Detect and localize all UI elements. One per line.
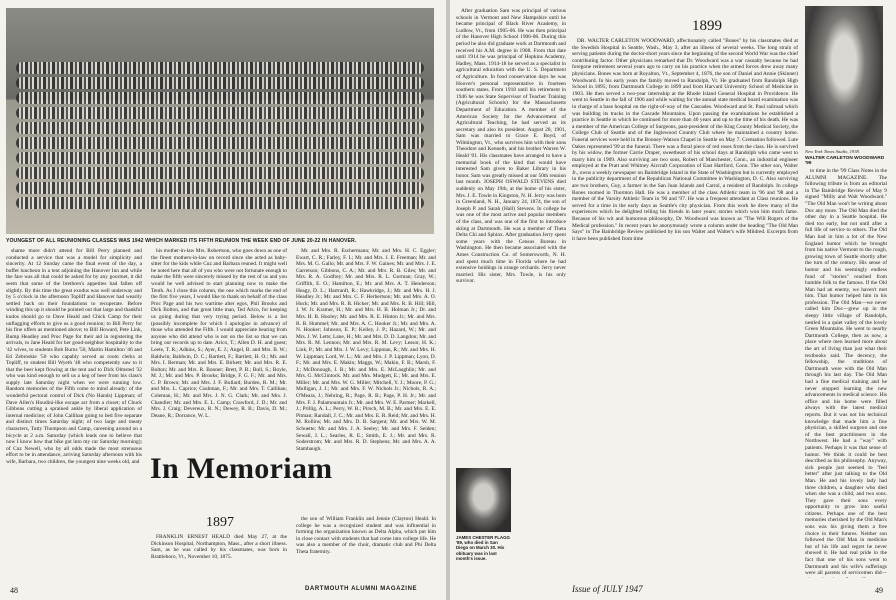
portrait-caption-woodward: WALTER CARLETON WOODWARD '99 [805,156,885,166]
column-1-text: After graduation Sam was principal of various schools in Vermont and New Hampshire until he became principal of Black River Academy, in Ludlow, Vt., from 1905-06. He was then principal of the Hanover High School 1906-08. During this period he also did graduate work at Dartmouth and received his A.M. degree in 1908. From that date until 1914 he was principal of Hopkins Academy, Hadley, Mass. 1914-18 he served as a specialist in agricultural education with the U. S. Department of Agriculture. In food conservation days he was Hoover's personal representative in fourteen southern states. From 1918 until his retirement in 1946 he was State Supervisor of Teacher Training (Agricultural Schools) for the Massachusetts Department of Education. A member of the American Society for the Advancement of Agricultural Teaching, he had served as its secretary and also its president. August 28, 1901, Sam was married to Grace E. Boyd, of Wilmington, Vt., who survives him with their sons Theodore and Kenneth, and his brother Warren W. Heald '01. His classmates have arranged to have a memorial book of the kind that would have interested Sam given to Baker Library in his honor. Sam was greatly missed at our 50th reunion last month. JOSEPH OSWALD STEVENS died suddenly on May 19th, at the home of his sister, Mrs. J. E. Towle in Kingston, N. H. Jerry was born in Greenland, N. H., January 24, 1874, the son of Joseph P. and Sarah (Hall) Stevens. In college he was one of the most active and popular members of the class, and was one of the first to introduce skiing at Dartmouth. He was a member of Theta Delta Chi and Sphinx. After graduation Jerry spent some years with the Census Bureau in Washington. He then became associated with the Ames Construction Co. of Somersworth, N. H. and spent much time in Florida where he had extensive holdings in orange orchards. Jerry never married. His sister, Mrs. Towle, is his only survivor. [456,8,566,285]
issue-date: Issue of JULY 1947 [572,584,643,594]
portrait-james-flagg [456,468,511,532]
column-2-text: his mother-in-law Mrs. Robertson, who goes down as one of the finest mothers-in-law on record since she acted as baby-sitter for the kids while Cuz and Barbara reuned. It might well be noted here that all of you who were not fortunate enough to make the fifth were sincerely missed by the rest of us and you would be well advised to start planning now to make the Tenth. As I close this column, the one which marks the end of the first five years, I would like to thank on behalf of the class Proc Page and his two wartime alter egos, Phil Brooks and Dick Bolton, and that great little man, Ted Arico, for keeping us going during that very trying period. Below is a list (possibly incomplete for which I apologize in advance) of those who attended the Fifth. I would appreciate hearing from anyone who did attend who is not on the list so that we can bring our records up to date. Arico, T.; Allen D. H. and guest; Leete, T. R.; Adkins, S.; Ayer, E. J.; Angel, B. and Mrs. B. W.; Baldwin; Baldwin, D. C.; Bartlett, F.; Bartlett, H. O.; Mr. and Mrs. I. Berman; Mr. and Mrs. E. Birkett; Mr. and Mrs. R. E. Bolton; Mr. and Mrs. R. Bonner; Brett, P. B.; Bull, S.; Boyle, M. J.; Mr. and Mrs. P. Brooks; Bridge, F. G. F.; Mr. and Mrs. C. P. Brown; Mr. and Mrs. J. F. Bullard; Burden, R. M.; Mr. and Mrs. L. Caprice; Cushman, F.; Mr. and Mrs. T. Callihan; Coleman, H.; Mr. and Mrs. J. N. G. Clark; Mr. and Mrs. J. Chandler; Mr. and Mrs. E. L. Camp; Crawford, J. D.; Mr. and Mrs. J. Craig; Devereux, R. N.; Dewey, R. B.; Davis, D. M.; Deane, R.; Dorrance, W. L. [151,248,287,419]
photo-crowd [16,62,424,212]
magazine-name: DARTMOUTH ALUMNI MAGAZINE [305,586,418,592]
column-3-text: to time in the '99 Class Notes in the ALUMNI MAGAZINE. The following tribute is from an editorial in The Bainbridge Review of May 9 signed "Milly and Walt Woodward." "The Old Man won't be writing about Doc any more. The Old Man died the other day in a Seattle hospital. He died too early, but not until after a full life of service to others. The Old Man had in him a lot of the New England humor which he brought from his native Vermont to the rough, growing town of Seattle shortly after the turn of the century. His sense of humor and his seemingly endless fund of "stories" reached from humble folk to the famous. If the Old Man had an enemy, we haven't met him. That humor helped him in his profession. The Old Man—we never called him Doc—grew up in the sleepy little village of Randolph, nestled in a quiet valley of the lovely Green Mountains. He went to nearby Dartmouth College, then as now, a place where men learned more about the art of living than just what their textbooks said. The decency, the fellowship, the traditions of Dartmouth were with the Old Man through his last day. The Old Man had a fine medical training and he never stopped learning the new advancements in medical science. His office and his home were filled always with the latest medical reports. But it was not his technical knowledge that made him a fine physician, a skilled surgeon and one of the best practitioners in the Northwest. He had a "way" with patients. Perhaps it was that sense of humor. We think it could be best described as his philosophy. Anyway, sick people just seemed to "feel better" after just talking to the Old Man. He and his lovely lady had three children, a daughter who died when she was a child, and two sons. They gave their sons every opportunity to grow into useful citizens. Perhaps one of the best memories cherished by the Old Man's sons was his giving them a free choice in their futures. Neither son followed the Old Man in medicine but of his life and regret he never showed it. He had real pride in the fact that one of his sons went to Dartmouth and his wife's sufferings were all parents of servicemen did— [805,168,887,577]
column-2 [572,38,798,578]
left-page [0,0,446,600]
column-1 [6,248,142,582]
class-year-1897: 1897 [206,515,234,530]
portrait-walter-woodward [805,6,883,146]
page-number-left: 48 [10,586,18,595]
obituary-heald-text: FRANKLIN ERNEST HEALD died May 27, at the Dickinson Hospital, Northampton, Mass., after a short illness. Sam, as he was called by his classmates, was born in Brattleboro, Vt., November 10, 1875. [151,534,287,560]
obituary-heald-start [151,534,287,580]
class-year-1899: 1899 [692,18,722,34]
photo-credit: New York Times Studio, 1938. [805,149,860,154]
column-3-text: Mr. and Mrs. R. Eschermann; Mr. and Mrs. H. C. Eggler; Ewart, C. R.; Farley, F. I.; Mr. and Mrs. J. E. Freeman; Mr. and Mrs. M. G. Gallo; Mr. and Mrs. F. W. Gaines; Mr. and Mrs. J. E. Garretson; Gibbons, C. A.; Mr. and Mrs. R. B. Giles; Mr. and Mrs. R. A. Godfrey; Mr. and Mrs. R. L. Gorman; Gray, W.; Griffith, E. O.; Hamilton, E.; Mr. and Mrs. A. T. Henderson; Heagy, D. L.; Hartranft, R.; Hawkridge, J.; Mr. and Mrs. H. J. Headley Jr.; Mr. and Mrs. C. F. Herbertson; Mr. and Mrs. A. O. Huck; Mr. and Mrs. R. B. Hicker; Mr. and Mrs. R. B. Hill; Hill, J. W. Jr. Kramer, H.; Mr. and Mrs. H. B. Holman Jr.; Dr. and Mrs. H. B. Hooley; Mr. and Mrs. R. E. Hinton Jr.; Mr. and Mrs. R. B. Hummel; Mr. and Mrs. A. C. Hooker Jr.; Mr. and Mrs. A. N. Hooker; Johnson, E. P.; Kelley, J. P.; Hazard, W.; Mr. and Mrs. J. W. Letts; Lane, H.; Mr. and Mrs. D. D. Langdon; Mr. and Mrs. R. M. Lennon; Mr. and Mrs. R. M. Levy; Lessor, H. K.; Link, P.; Mr. and Mrs. J. W. Levy; Lippman, R.; Mr. and Mrs. H. W. Lippman; Lord, W. L.; Mr. and Mrs. J. P. Lippman; Lyon, D. F.; Mr. and Mrs. E. Makin; Maggs, W.; Makin, F. B.; Marsh, F. J.; McDonough, J. B.; Mr. and Mrs. E. McLaughlin; Mr. and Mrs. G. McClintock. Mr. and Mrs. Mudgett, E.; Mr. and Mrs. E. Miller; Mr. and Mrs. W. G. Miller; Mitchell, Y. J.; Moore, P. G.; Mulligan, J. J.; Mr. and Mrs. F. W. Nichols Jr.; Nichols, R. A.; O'Meara, J.; Nehring, R.; Page, R. B.; Page, P. H. Jr.; Mr. and Mrs. F. J. Palamountain Jr.; Mr. and Mrs. W. E. Parmer; Markell, J.; Prillig, A. L.; Perry, W. B.; Pirsch, M. B.; Mr. and Mrs. E. E. Pitman; Randall, J. C.; Mr. and Mrs. E. R. Reid; Mr. and Mrs. H. M. Rollins; Mr. and Mrs. D. B. Sargent; Mr. and Mrs. W. M. Schuette; Mr. and Mrs. J. A. Seeley; Mr. and Mrs. F. Selden; Sewall, J. L.; Searles, R. E.; Smith, E. J.; Mr. and Mrs. R. Soderstrom; Mr. and Mrs. R. D. Stephens; Mr. and Mrs. A. A. Stambaugh. [296,248,436,452]
column-2 [151,248,287,446]
column-1 [456,8,566,462]
reunion-class-photo [6,8,434,234]
obituary-heald-continued-text: the son of William Franklin and Jennie (Clayton) Heald. In college he was a recognized student and was influential in forming the organization known as Delta Alpha, which put him in close contact with students that had come into college life. He was also a member of the choir, dramatic club and Phi Delta Theta fraternity. [296,516,436,555]
page-number-right: 49 [875,586,883,595]
in-memoriam-heading: In Memoriam [150,452,333,485]
column-2-text: DR. WALTER CARLETON WOODWARD, affectionately called "Bones" by his classmates died at the Swedish Hospital in Seattle, Wash., May 3, after an illness of several weeks. The long strain of serving patients during the doctor-short years since the beginning of the second World War was the chief contributing factor. Other physicians remarked that Dr. Woodward was a war casualty because he had foregone retirement several years ago to carry on his practice when the armed forces drew away many physicians. Bones was born at Royalton, Vt., September 4, 1876, the son of Daniel and Annie (Skinner) Woodward. In his early years the family moved to Randolph, Vt. He graduated from Randolph High School in 1895; from Dartmouth College in 1899 and from Harvard University School of Medicine in 1903. He then served a two-year internship at the Rhode Island General Hospital in Providence. He went to Seattle in the fall of 1906 and while waiting for the annual state medical board examination was in charge of a base hospital on the right-of-way of the Cascades. Woodward and St. Paul railroad which was building its tracks in the Cascade Mountains. Upon passing the examinations he established a practice in Seattle in which he continued for more than 40 years and up to the time of his death. He was a member of the American College of Surgeons, past-president of the King County Medical Society, the College Club of Seattle and of the Inglewood Country Club where he maintained a country home. Funeral services were held in the Bonney-Watson Chapel in Seattle on May 7. Cremation followed. Lute Oakes represented '99 at the funeral. There was a floral piece of red roses from the class. He is survived by his widow, the former Carrie Draper, sweetheart of his school days at Randolph who came west to marry him in 1909. Also surviving are two sons, Robert of Manchester, Conn., an industrial engineer employed at the Pratt and Whitney Aircraft Corporation of East Hartford, Conn. The other son, Walter Jr., owns a weekly newspaper on Bainbridge Island in the State of Washington but is currently employed in the publicity department of the Republican National Committee in Washington, D. C. Also surviving are two brothers, Guy, a farmer in the San Juan Islands and Carrol, a resident of Randolph. In college Bones roomed in Thornton Hall. He was a member of the class Athletic team in '96 and '98 and a member of the Varsity Athletic Team in '96 and '97. He was a frequent attendant at Class reunions. He served for a time in the early days as Seattle's city physician. From this work he drew many of the experiences which he delighted telling his friends in later years: stories which won him much fame. Because of his wit and humorous philosophy, Dr. Woodward was known as "The Will Rogers of the Medical profession." In recent years he anonymously wrote a column under the heading "The Old Man Says" in The Bainbridge Review published by his son Walter and Walter's wife Mildred. Excerpts from it have been published from time [572,38,798,242]
portrait-caption-flagg: JAMES CHESTER FLAGG '89, who died in San Diego on March 30. His obituary was in last month's issue. [456,535,510,561]
right-page [450,0,896,600]
column-3 [805,168,887,578]
obituary-heald-continued [296,516,436,580]
photo-caption: YOUNGEST OF ALL REUNIONING CLASSES WAS 1942 WHICH MARKED ITS FIFTH REUNION THE WEEK END OF JUNE 20-22 IN HANOVER. [6,238,357,244]
column-1-text: shame more didn't attend for Bill Perry planned and conducted a service that was a model for simplicity and sincerity. At 12 Sunday came the final event of the day, a buffet luncheon in a tent adjoining the Hanover Inn and while the fare was all that could be asked for by any gourmet, it did seem that some of the brethren's appetites had fallen off slightly. By this time the great exodus was well underway and by 5 o'clock in the afternoon Topliff and Hanover had wearily settled back on their foundations to recuperate. Before winding this up it should be pointed out that large and thankful kudos should go to Dave Heald and Chick Camp for their unflagging efforts to give us a good reunion; to Bill Perry for his fine offers as mentioned above; to Bill Howard, Pete Link, Bump Headley and Proc Page for their aid in registering the arrivals, to Jane Heald for her good-neighbor hospitality to the '42 wives, to students Bob Burns '50, Martin Hamilton '46 and Ed Zebroskie '50 who capably served as room clerks at Topliff, to student Bill Wyeth '48 who competently saw to it that the beer kept flowing at the tent and to Dick Olmsted '32 who was kind enough to sell us a keg of beer from his class's supply late Saturday night when we were running low. Random memories of the Fifth come to mind already: of the wonderful pectoral control of Dick (No Hands) Lippman; of Dave Allen's Houdini-like escape act from a closet; of Chuck Gibbons cutting a sprained ankle by liberal application of internal medicine; of John Callihan going to bed five separate and distinct times Saturday night; of two large and meaty characters, Tutty Thompson and Camp, careening around on a bicycle at 2 a.m. Saturday (which leads one to believe that now I know how that bike got into my car Saturday morning); of Cuz Newell, who by all odds made the most strenuous effort to be in attendance, arriving Saturday afternoon with his wife, Barbara, two children, the youngest nine weeks old, and [6,248,142,465]
